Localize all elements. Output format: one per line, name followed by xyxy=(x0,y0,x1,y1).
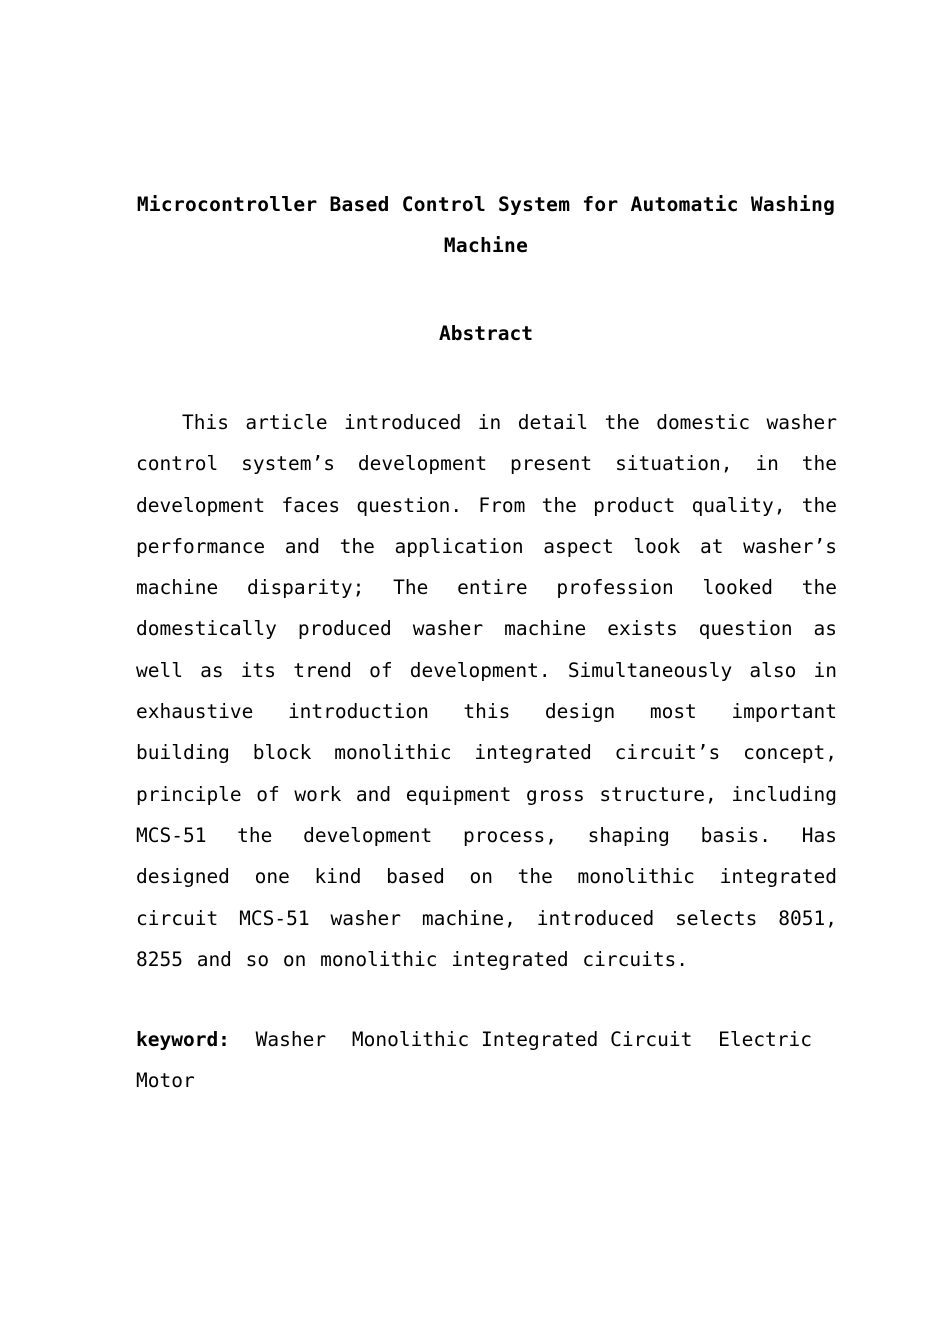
keyword-item: Monolithic Integrated Circuit xyxy=(351,1028,693,1051)
keyword-item: Electric Motor xyxy=(136,1028,813,1092)
keywords-label: keyword: xyxy=(136,1028,230,1051)
keyword-item: Washer xyxy=(255,1028,327,1051)
paper-title: Microcontroller Based Control System for Automatic Washing Machine xyxy=(136,193,836,257)
abstract-heading: Abstract xyxy=(439,322,533,345)
abstract-body: This article introduced in detail the domestic washer control system’s development present situation, in the development faces question. From the product quality, the performance and the application aspect look at washer’s machine disparity; The entire profession looked the domestically produced washer machine exists question as well as its trend of development. Simultaneously also in exhaustive introduction this design most important building block monolithic integrated circuit’s concept, principle of work and equipment gross structure, including MCS-51 the development process, shaping basis. Has designed one kind based on the monolithic integrated circuit MCS-51 washer machine, introduced selects 8051, 8255 and so on monolithic integrated circuits. xyxy=(136,411,837,971)
keywords-line xyxy=(136,1019,837,1101)
